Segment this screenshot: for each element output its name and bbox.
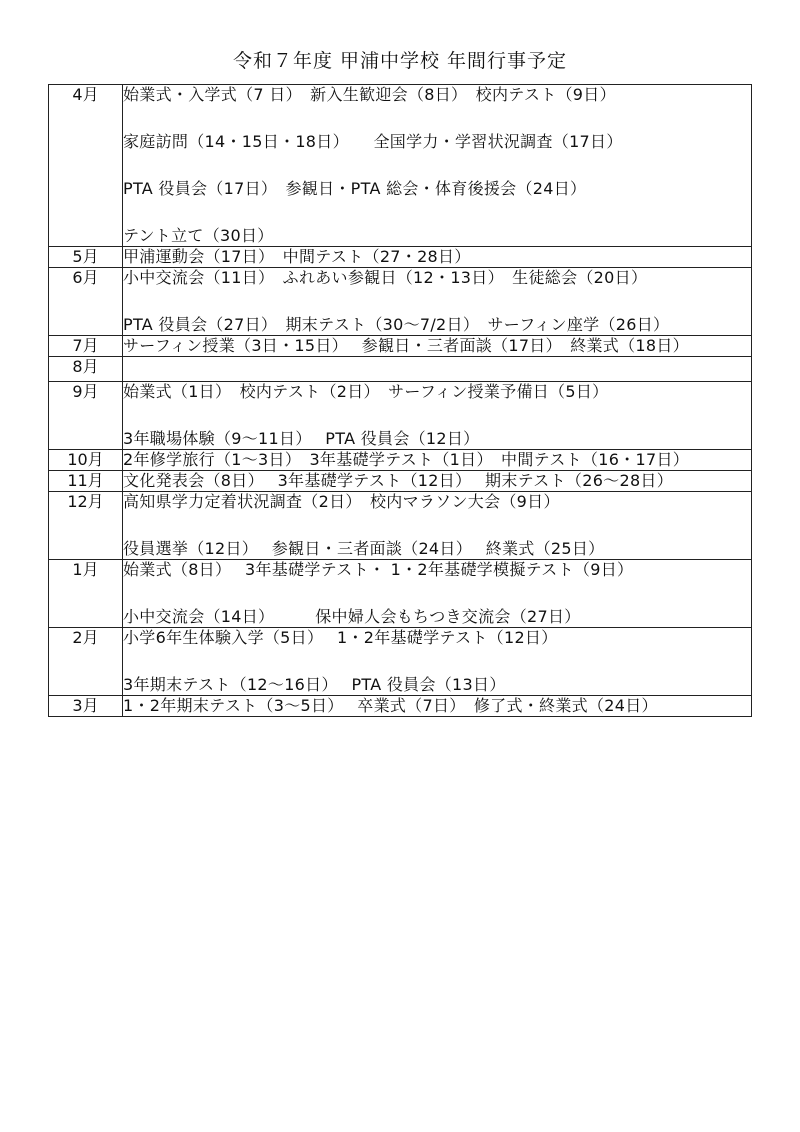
- event-line: 高知県学力定着状況調査（2日） 校内マラソン大会（9日）: [123, 492, 560, 511]
- event-line: 小学6年生体験入学（5日） 1・2年基礎学テスト（12日）: [123, 628, 558, 647]
- event-line: PTA 役員会（27日） 期末テスト（30～7/2日） サーフィン座学（26日）: [123, 315, 670, 334]
- schedule-body: [49, 85, 752, 717]
- schedule-row: [49, 247, 752, 268]
- month-label: 2月: [49, 628, 123, 696]
- event-line: 小中交流会（11日） ふれあい参観日（12・13日） 生徒総会（20日）: [123, 268, 648, 287]
- events-cell: [123, 247, 752, 268]
- document-title: 令和７年度 甲浦中学校 年間行事予定: [232, 50, 568, 72]
- schedule-row: [49, 560, 752, 628]
- event-line: 始業式（1日） 校内テスト（2日） サーフィン授業予備日（5日）: [123, 382, 609, 401]
- month-label: 9月: [49, 382, 123, 450]
- events-cell: [123, 336, 752, 357]
- month-label: 6月: [49, 268, 123, 336]
- month-label: 11月: [49, 471, 123, 492]
- schedule-row: [49, 492, 752, 560]
- event-line: 始業式・入学式（7 日） 新入生歓迎会（8日） 校内テスト（9日）: [123, 85, 616, 104]
- events-cell: [123, 628, 752, 696]
- month-label: 4月: [49, 85, 123, 247]
- schedule-row: [49, 382, 752, 450]
- event-line: 役員選挙（12日） 参観日・三者面談（24日） 終業式（25日）: [123, 539, 605, 558]
- schedule-row: [49, 450, 752, 471]
- event-line: サーフィン授業（3日・15日） 参観日・三者面談（17日） 終業式（18日）: [123, 336, 689, 355]
- events-cell: [123, 696, 752, 717]
- events-cell: [123, 382, 752, 450]
- events-cell: [123, 492, 752, 560]
- event-line: 小中交流会（14日） 保中婦人会もちつき交流会（27日）: [123, 607, 581, 626]
- event-line: 家庭訪問（14・15日・18日） 全国学力・学習状況調査（17日）: [123, 132, 623, 151]
- event-line: PTA 役員会（17日） 参観日・PTA 総会・体育後援会（24日）: [123, 179, 587, 198]
- schedule-row: [49, 357, 752, 382]
- event-line: テント立て（30日）: [123, 226, 274, 245]
- schedule-row: [49, 268, 752, 336]
- event-line: 始業式（8日） 3年基礎学テスト・ 1・2年基礎学模擬テスト（9日）: [123, 560, 634, 579]
- month-label: 7月: [49, 336, 123, 357]
- month-label: 10月: [49, 450, 123, 471]
- event-line: 3年期末テスト（12～16日） PTA 役員会（13日）: [123, 675, 506, 694]
- event-line: 甲浦運動会（17日） 中間テスト（27・28日）: [123, 247, 471, 266]
- events-cell: [123, 268, 752, 336]
- month-label: 12月: [49, 492, 123, 560]
- events-cell: [123, 450, 752, 471]
- events-cell: [123, 471, 752, 492]
- month-label: 1月: [49, 560, 123, 628]
- schedule-row: [49, 85, 752, 247]
- month-label: 8月: [49, 357, 123, 382]
- schedule-row: [49, 336, 752, 357]
- schedule-row: [49, 471, 752, 492]
- schedule-row: [49, 628, 752, 696]
- event-line: 2年修学旅行（1～3日） 3年基礎学テスト（1日） 中間テスト（16・17日）: [123, 450, 690, 469]
- events-cell: [123, 560, 752, 628]
- event-line: 文化発表会（8日） 3年基礎学テスト（12日） 期末テスト（26～28日）: [123, 471, 674, 490]
- month-label: 5月: [49, 247, 123, 268]
- events-cell: [123, 357, 752, 382]
- event-line: 3年職場体験（9～11日） PTA 役員会（12日）: [123, 429, 480, 448]
- schedule-row: [49, 696, 752, 717]
- annual-schedule-table: [48, 84, 752, 717]
- events-cell: [123, 85, 752, 247]
- month-label: 3月: [49, 696, 123, 717]
- event-line: 1・2年期末テスト（3～5日） 卒業式（7日） 修了式・終業式（24日）: [123, 696, 658, 715]
